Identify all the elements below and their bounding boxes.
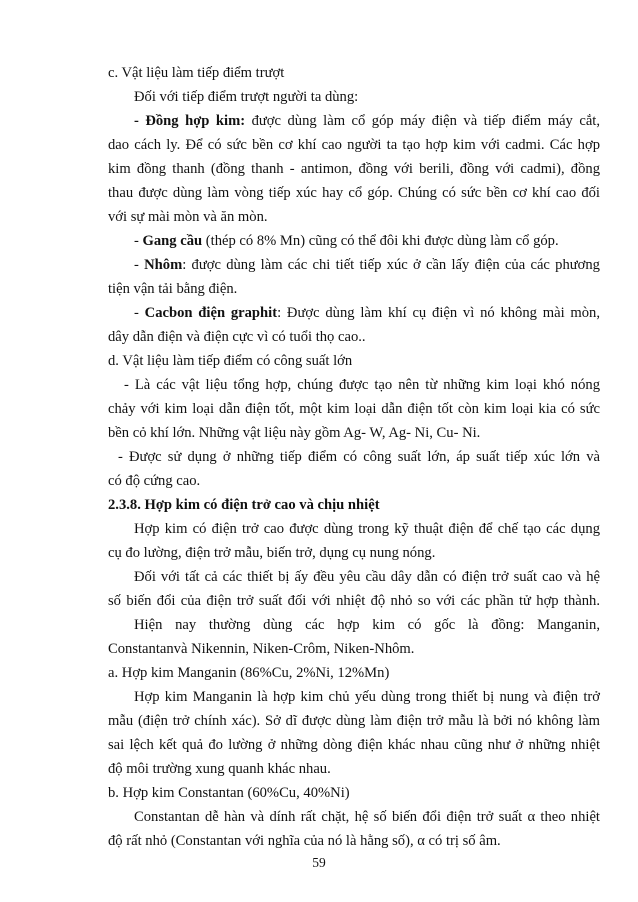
heading-a: a. Hợp kim Manganin (86%Cu, 2%Ni, 12%Mn)	[108, 665, 390, 681]
paragraph-line: dây dẫn điện và điện cực vì có tuổi thọ cao..	[108, 329, 366, 345]
paragraph-line: - Cacbon điện graphit: Được dùng làm khí cụ điện vì nó không mài mòn,	[134, 305, 601, 321]
paragraph-line: độ rất nhỏ (Constantan với nghĩa của nó là hằng số), α có trị số âm.	[108, 833, 501, 849]
paragraph-line: kim đồng thanh (đồng thanh - antimon, đồng với berili, đồng với cadmi), đồng	[108, 161, 600, 177]
heading-b: b. Hợp kim Constantan (60%Cu, 40%Ni)	[108, 785, 350, 801]
paragraph-line: - Đồng hợp kim: được dùng làm cổ góp máy điện và tiếp điểm máy cắt,	[134, 113, 600, 129]
paragraph-line: có độ cứng cao.	[108, 473, 201, 489]
paragraph-line: số biến đổi của điện trở suất đối với nhiệt độ nhỏ so với các phần tử hợp thành.	[108, 593, 600, 609]
paragraph-line: Đối với tất cả các thiết bị ấy đều yêu cầu dây dẫn có điện trở suất cao và hệ	[134, 569, 600, 585]
paragraph-line: Constantanvà Nikennin, Niken-Crôm, Niken-Nhôm.	[108, 641, 415, 657]
heading-d: d. Vật liệu làm tiếp điểm có công suất lớn	[108, 353, 353, 369]
paragraph-line: - Được sử dụng ở những tiếp điểm có công suất lớn, áp suất tiếp xúc lớn và	[118, 449, 600, 465]
paragraph-line: Hợp kim Manganin là hợp kim chủ yếu dùng trong thiết bị nung và điện trở	[134, 689, 600, 705]
paragraph-line: - Là các vật liệu tổng hợp, chúng được tạo nên từ những kim loại khó nóng	[124, 377, 600, 393]
paragraph-line: sai lệch kết quả đo lường ở những dòng điện khác nhau cũng như ở những nhiệt	[108, 737, 600, 753]
page-number: 59	[312, 855, 326, 870]
heading-c: c. Vật liệu làm tiếp điểm trượt	[108, 65, 285, 81]
paragraph-line: - Nhôm: được dùng làm các chi tiết tiếp xúc ở cần lấy điện của các phương	[134, 257, 600, 273]
paragraph-line: Đối với tiếp điểm trượt người ta dùng:	[134, 89, 359, 105]
paragraph-line: độ môi trường xung quanh khác nhau.	[108, 761, 331, 777]
paragraph-line: Hợp kim có điện trở cao được dùng trong kỹ thuật điện để chế tạo các dụng	[134, 521, 600, 537]
paragraph-line: chảy với kim loại dẫn điện tốt, một kim loại dẫn điện tốt còn kim loại kia có sức	[108, 401, 600, 417]
paragraph-line: mẫu (điện trở chính xác). Sở dĩ được dùng làm điện trở mẫu là bởi nó không làm	[108, 713, 600, 729]
paragraph-line: Hiện nay thường dùng các hợp kim có gốc là đồng: Manganin,	[134, 617, 600, 633]
paragraph-line: thau được dùng làm vòng tiếp xúc hay cổ góp. Chúng có sức bền cơ khí cao đối	[108, 185, 600, 201]
paragraph-line: cụ đo lường, điện trở mẫu, biến trở, dụng cụ nung nóng.	[108, 545, 436, 561]
paragraph-line: Constantan dễ hàn và dính rất chặt, hệ số biến đổi điện trở suất α theo nhiệt	[134, 809, 600, 825]
paragraph-line: dao cách ly. Để có sức bền cơ khí cao người ta tạo hợp kim với cadmi. Các hợp	[108, 137, 600, 153]
paragraph-line: tiện vận tải bằng điện.	[108, 281, 238, 297]
section-heading-2-3-8: 2.3.8. Hợp kim có điện trở cao và chịu nhiệt	[108, 497, 380, 513]
paragraph-line: bền cỏ khí lớn. Những vật liệu này gồm Ag- W, Ag- Ni, Cu- Ni.	[108, 425, 481, 441]
paragraph-line: với sự mài mòn và ăn mòn.	[108, 209, 268, 225]
paragraph-line: - Gang cầu (thép có 8% Mn) cũng có thể đôi khi được dùng làm cổ góp.	[134, 233, 559, 249]
